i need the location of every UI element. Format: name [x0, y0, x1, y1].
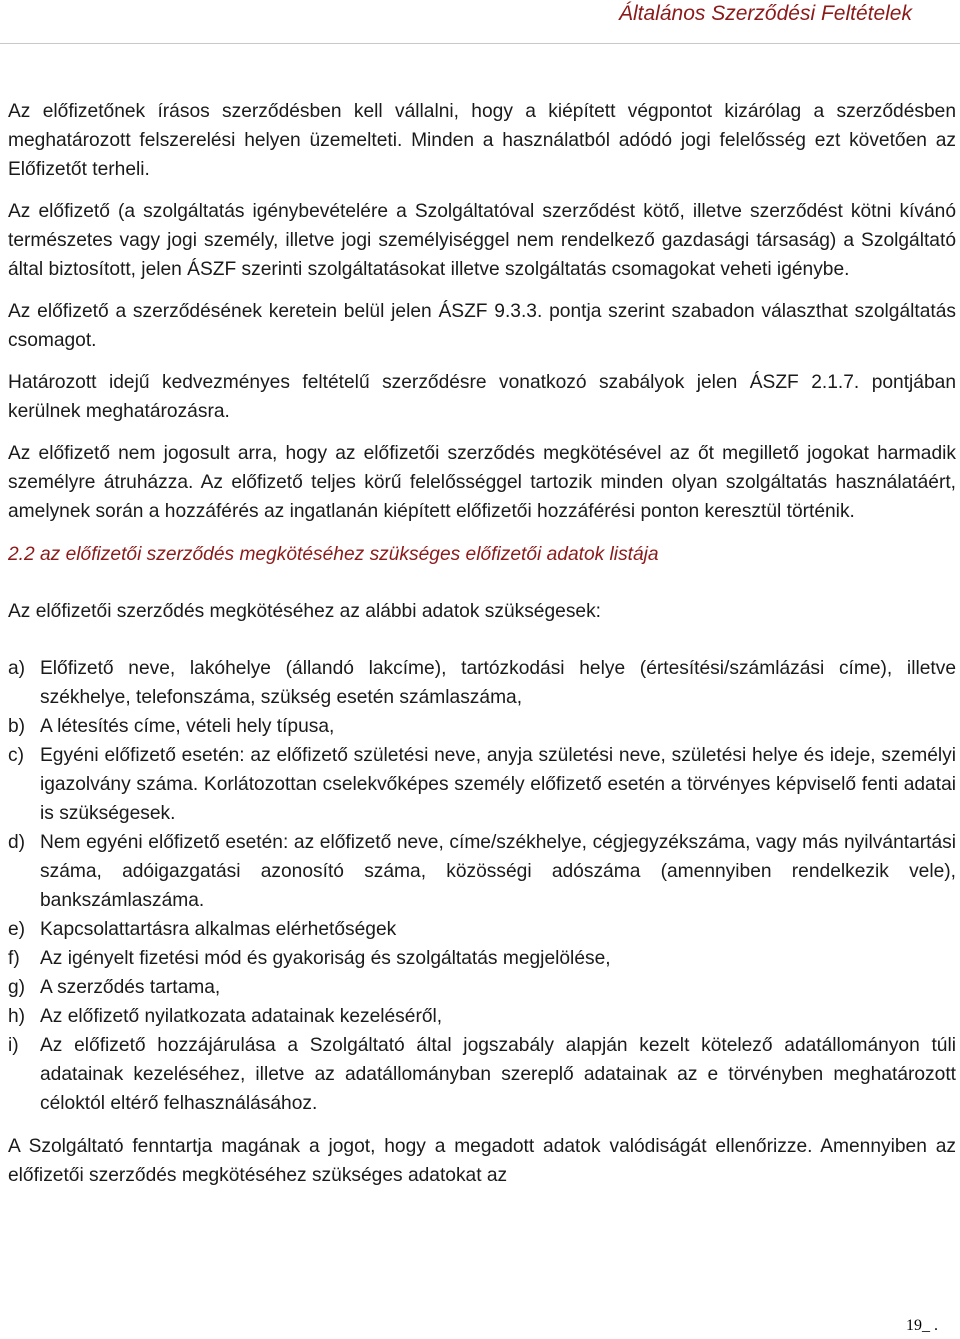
list-item-text: Az igényelt fizetési mód és gyakoriság és szolgáltatás megjelölése, [40, 948, 611, 969]
list-item-text: Kapcsolattartásra alkalmas elérhetőségek [40, 919, 397, 940]
required-data-list [8, 654, 956, 1118]
list-item-text: Az előfizető hozzájárulása a Szolgáltató által jogszabály alapján kezelt kötelező adatállományon túli adatainak kezeléséhez, illetve az adatállományban szereplő adatainak az e törvényben meghatározott céloktól eltérő felhasználásához. [40, 1035, 956, 1114]
list-marker: i) [8, 1035, 19, 1056]
page-number: 19_ . [906, 1317, 938, 1334]
list-marker: b) [8, 716, 26, 737]
document-body [8, 97, 956, 1190]
running-header: Általános Szerződési Feltételek [619, 2, 912, 25]
list-item [8, 915, 956, 944]
paragraph: Az előfizető (a szolgáltatás igénybevételére a Szolgáltatóval szerződést kötő, illetve szerződést kötni kívánó természetes vagy jogi személy, illetve jogi személyiséggel nem rendelkező gazdasági társaság) a Szolgáltató által biztosított, jelen ÁSZF szerinti szolgáltatásokat illetve szolgáltatás csomagokat veheti igénybe. [8, 201, 956, 280]
paragraph: Az előfizető a szerződésének keretein belül jelen ÁSZF 9.3.3. pontja szerint szabadon választhat szolgáltatás csomagot. [8, 301, 956, 351]
list-item [8, 944, 956, 973]
paragraph: Az előfizető nem jogosult arra, hogy az előfizetői szerződés megkötésével az őt megillető jogokat harmadik személyre átruházza. Az előfizető teljes körű felelősséggel tartozik minden olyan szolgáltatás használatáért, amelynek során a hozzáférés az ingatlanán kiépített előfizetői hozzáférési ponton keresztül történik. [8, 443, 956, 522]
list-marker: c) [8, 745, 24, 766]
list-marker: h) [8, 1006, 26, 1027]
closing-paragraph: A Szolgáltató fenntartja magának a jogot, hogy a megadott adatok valódiságát ellenőrizze. Amennyiben az előfizetői szerződés megkötéséhez szükséges adatokat az [8, 1136, 956, 1186]
list-item-text: Egyéni előfizető esetén: az előfizető születési neve, anyja születési neve, születési helye és ideje, személyi igazolvány száma. Korlátozottan cselekvőképes személy előfizető esetén a törvényes képviselő fenti adatai is szükségesek. [40, 745, 956, 824]
list-item-text: A létesítés címe, vételi hely típusa, [40, 716, 335, 737]
list-item-text: Előfizető neve, lakóhelye (állandó lakcíme), tartózkodási helye (értesítési/számlázási címe), illetve székhelye, telefonszáma, szükség esetén számlaszáma, [40, 658, 956, 708]
list-item-text: A szerződés tartama, [40, 977, 221, 998]
header-rule [0, 43, 960, 44]
list-item [8, 1002, 956, 1031]
paragraph: Az előfizetőnek írásos szerződésben kell vállalni, hogy a kiépített végpontot kizárólag a szerződésben meghatározott felszerelési helyen üzemelteti. Minden a használatból adódó jogi felelősség ezt követően az Előfizetőt terheli. [8, 101, 956, 180]
list-marker: d) [8, 832, 26, 853]
list-item-text: Az előfizető nyilatkozata adatainak kezeléséről, [40, 1006, 443, 1027]
list-marker: e) [8, 919, 26, 940]
list-marker: g) [8, 977, 26, 998]
paragraph: Határozott idejű kedvezményes feltételű szerződésre vonatkozó szabályok jelen ÁSZF 2.1.7. pontjában kerülnek meghatározásra. [8, 372, 956, 422]
section-intro: Az előfizetői szerződés megkötéséhez az alábbi adatok szükségesek: [8, 601, 602, 622]
list-item [8, 1031, 956, 1118]
list-item-text: Nem egyéni előfizető esetén: az előfizető neve, címe/székhelye, cégjegyzékszáma, vagy más nyilvántartási száma, adóigazgatási azonosító száma, közösségi adószáma (amennyiben rendelkezik vele), bankszámlaszáma. [40, 832, 956, 911]
list-item [8, 741, 956, 828]
list-marker: f) [8, 948, 20, 969]
list-item [8, 828, 956, 915]
list-marker: a) [8, 658, 26, 679]
section-heading: 2.2 az előfizetői szerződés megkötéséhez szükséges előfizetői adatok listája [8, 544, 659, 565]
list-item [8, 654, 956, 712]
list-item [8, 712, 956, 741]
list-item [8, 973, 956, 1002]
